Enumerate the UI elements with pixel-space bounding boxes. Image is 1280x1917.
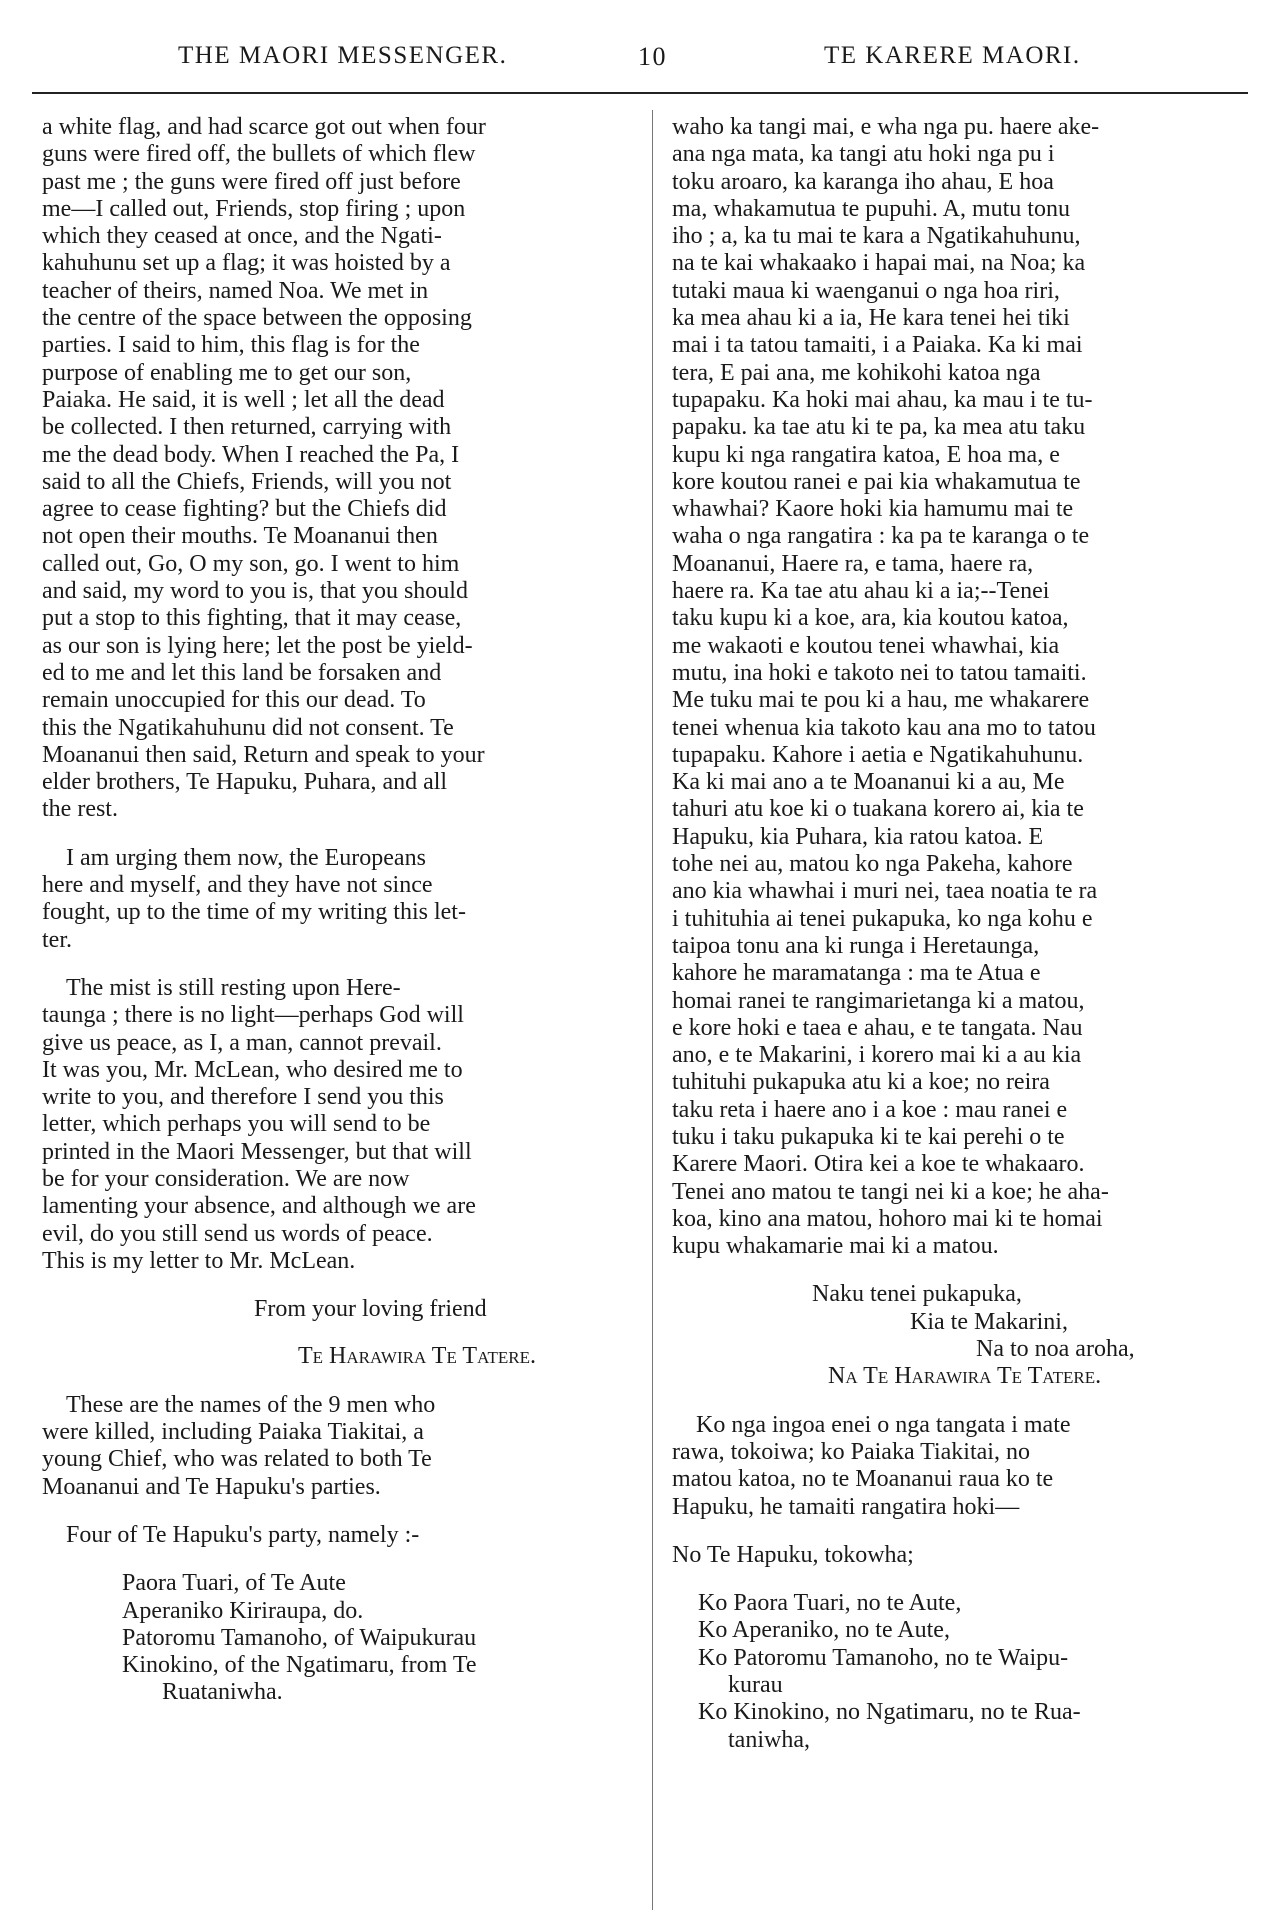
text-line: kupu ki nga rangatira katoa, E hoa ma, e [672, 441, 1060, 468]
text-line: This is my letter to Mr. McLean. [42, 1247, 356, 1274]
text-line: e kore hoki e taea e ahau, e te tangata. Nau [672, 1014, 1083, 1041]
text-line: tupapaku. Kahore i aetia e Ngatikahuhunu. [672, 741, 1084, 768]
names-list-maori [672, 1590, 1262, 1754]
list-item-continuation: taniwha, [728, 1726, 810, 1753]
page-header [32, 42, 1248, 82]
header-title-english: THE MAORI MESSENGER. [178, 42, 508, 69]
text-line: taku kupu ki a koe, ara, kia koutou katoa, [672, 605, 1069, 632]
text-line: agree to cease fighting? but the Chiefs did [42, 496, 447, 523]
text-line: These are the names of the 9 men who [66, 1391, 436, 1418]
text-line: evil, do you still send us words of peace. [42, 1220, 433, 1247]
text-line: Hapuku, kia Puhara, kia ratou katoa. E [672, 823, 1044, 850]
signature-name: Na Te Harawira Te Tatere. [828, 1363, 1102, 1390]
text-line: remain unoccupied for this our dead. To [42, 687, 426, 714]
text-line: na te kai whakaako i hapai mai, na Noa; ka [672, 250, 1086, 277]
text-line: kahuhunu set up a flag; it was hoisted by a [42, 250, 451, 277]
signature-from: From your loving friend [254, 1296, 487, 1323]
list-item: Ko Aperaniko, no te Aute, [698, 1617, 950, 1644]
text-line: me wakaoti e koutou tenei whawhai, kia [672, 632, 1060, 659]
casualties-intro [42, 1392, 632, 1501]
text-line: waho ka tangi mai, e wha nga pu. haere ake- [672, 114, 1100, 140]
text-line: teacher of theirs, named Noa. We met in [42, 277, 429, 304]
text-line: ka mea ahau ki a ia, He kara tenei hei tiki [672, 305, 1070, 332]
text-line: fought, up to the time of my writing this let- [42, 899, 466, 926]
list-item: Paora Tuari, of Te Aute [122, 1570, 346, 1597]
text-line: ano kia whawhai i muri nei, taea noatia te ra [672, 878, 1098, 905]
signature-line: Na to noa aroha, [976, 1336, 1135, 1363]
text-line: ed to me and let this land be forsaken and [42, 659, 442, 686]
text-line: and said, my word to you is, that you should [42, 578, 468, 605]
text-line: toku aroaro, ka karanga iho ahau, E hoa [672, 168, 1054, 195]
text-line: rawa, tokoiwa; ko Paiaka Tiakitai, no [672, 1438, 1030, 1465]
text-line: ma, whakamutua te pupuhi. A, mutu tonu [672, 195, 1070, 222]
text-line: Karere Maori. Otira kei a koe te whakaaro. [672, 1151, 1085, 1178]
text-line: tohe nei au, matou ko nga Pakeha, kahore [672, 851, 1073, 878]
list-item: Ko Patoromu Tamanoho, no te Waipu- [698, 1644, 1069, 1671]
text-line: parties. I said to him, this flag is for the [42, 332, 420, 359]
text-line: here and myself, and they have not since [42, 872, 433, 899]
names-list-english [42, 1570, 632, 1706]
header-rule [32, 92, 1248, 94]
text-line: tutaki maua ki waenganui o nga hoa riri, [672, 277, 1060, 304]
text-line: give us peace, as I, a man, cannot prevail. [42, 1029, 442, 1056]
text-line: Tenei ano matou te tangi nei ki a koe; he aha- [672, 1178, 1109, 1205]
page-number: 10 [638, 42, 667, 71]
text-line: tupapaku. Ka hoki mai ahau, ka mau i te tu- [672, 386, 1093, 413]
list-item: Patoromu Tamanoho, of Waipukurau [122, 1624, 477, 1651]
column-divider [652, 110, 653, 1910]
text-line: young Chief, who was related to both Te [42, 1446, 432, 1473]
reta-paragraph-1 [672, 114, 1262, 1260]
text-line: mai i ta tatou tamaiti, i a Paiaka. Ka ki mai [672, 332, 1083, 359]
party-heading-maori [672, 1542, 1262, 1569]
text-line: a white flag, and had scarce got out when four [42, 114, 486, 140]
text-line: the centre of the space between the opposing [42, 305, 472, 332]
text-line: Ko nga ingoa enei o nga tangata i mate [696, 1411, 1071, 1438]
text-line: tenei whenua kia takoto kau ana mo to tatou [672, 714, 1096, 741]
text-line: iho ; a, ka tu mai te kara a Ngatikahuhunu, [672, 223, 1081, 250]
letter-paragraph-1 [42, 114, 632, 824]
text-line: kupu whakamarie mai ki a matou. [672, 1233, 999, 1260]
text-line: kore koutou ranei e pai kia whakamutua te [672, 468, 1081, 495]
text-line: ana nga mata, ka tangi atu hoki nga pu i [672, 141, 1055, 168]
text-line: the rest. [42, 796, 118, 823]
text-line: whawhai? Kaore hoki kia hamumu mai te [672, 496, 1074, 523]
text-line: koa, kino ana matou, hohoro mai ki te homai [672, 1205, 1103, 1232]
party-heading-text: Four of Te Hapuku's party, namely :- [66, 1521, 420, 1548]
text-line: letter, which perhaps you will send to be [42, 1111, 431, 1138]
text-line: me the dead body. When I reached the Pa, I [42, 441, 460, 468]
text-line: kahore he maramatanga : ma te Atua e [672, 960, 1041, 987]
text-line: tuhituhi pukapuka atu ki a koe; no reira [672, 1069, 1050, 1096]
text-line: taku reta i haere ano i a koe : mau ranei e [672, 1096, 1068, 1123]
text-line: Hapuku, he tamaiti rangatira hoki— [672, 1493, 1020, 1520]
party-heading-text: No Te Hapuku, tokowha; [672, 1541, 914, 1568]
text-line: be collected. I then returned, carrying with [42, 414, 452, 441]
text-line: past me ; the guns were fired off just before [42, 168, 461, 195]
reta-signature [672, 1281, 1262, 1390]
text-line: as our son is lying here; let the post be yield- [42, 632, 473, 659]
text-line: tera, E pai ana, me kohikohi katoa nga [672, 359, 1041, 386]
text-line: ter. [42, 926, 72, 953]
text-line: papaku. ka tae atu ki te pa, ka mea atu taku [672, 414, 1086, 441]
text-line: homai ranei te rangimarietanga ki a matou, [672, 987, 1085, 1014]
text-line: be for your consideration. We are now [42, 1165, 410, 1192]
text-line: tuku i taku pukapuka ki te kai perehi o te [672, 1123, 1065, 1150]
text-line: waha o nga rangatira : ka pa te karanga o te [672, 523, 1090, 550]
text-line: not open their mouths. Te Moananui then [42, 523, 438, 550]
text-line: purpose of enabling me to get our son, [42, 359, 412, 386]
text-line: me—I called out, Friends, stop firing ; upon [42, 195, 466, 222]
text-line: taipoa tonu ana ki runga i Heretaunga, [672, 932, 1040, 959]
text-line: lamenting your absence, and although we are [42, 1193, 476, 1220]
text-line: elder brothers, Te Hapuku, Puhara, and all [42, 769, 448, 796]
text-line: i tuhituhia ai tenei pukapuka, ko nga kohu e [672, 905, 1093, 932]
text-line: The mist is still resting upon Here- [66, 974, 401, 1001]
text-line: Me tuku mai te pou ki a hau, me whakarere [672, 687, 1090, 714]
text-line: were killed, including Paiaka Tiakitai, a [42, 1419, 424, 1446]
signature-line: Naku tenei pukapuka, [812, 1281, 1022, 1308]
text-line: Moananui, Haere ra, e tama, haere ra, [672, 550, 1034, 577]
text-line: taunga ; there is no light—perhaps God will [42, 1002, 464, 1029]
text-line: Ka ki mai ano a te Moananui ki a au, Me [672, 769, 1065, 796]
text-line: Moananui and Te Hapuku's parties. [42, 1473, 381, 1500]
header-title-maori: TE KARERE MAORI. [824, 42, 1081, 69]
text-line: mutu, ina hoki e takoto nei to tatou tamaiti. [672, 659, 1087, 686]
signature-name: Te Harawira Te Tatere. [298, 1343, 536, 1370]
text-line: haere ra. Ka tae atu ahau ki a ia;--Tenei [672, 578, 1050, 605]
text-line: write to you, and therefore I send you this [42, 1084, 444, 1111]
text-line: tahuri atu koe ki o tuakana korero ai, kia te [672, 796, 1084, 823]
signature-line: Kia te Makarini, [910, 1308, 1068, 1335]
signature-block [42, 1296, 632, 1371]
maori-column [672, 114, 1262, 1754]
list-item-continuation: kurau [728, 1672, 783, 1699]
text-line: ano, e te Makarini, i korero mai ki a au kia [672, 1042, 1082, 1069]
list-item-continuation: Ruataniwha. [162, 1679, 283, 1706]
list-item: Aperaniko Kiriraupa, do. [122, 1597, 364, 1624]
text-line: matou katoa, no te Moananui raua ko te [672, 1466, 1054, 1493]
party-heading [42, 1522, 632, 1549]
text-line: said to all the Chiefs, Friends, will you not [42, 468, 452, 495]
text-line: Paiaka. He said, it is well ; let all the dead [42, 386, 445, 413]
text-line: this the Ngatikahuhunu did not consent. Te [42, 714, 454, 741]
letter-paragraph-2 [42, 845, 632, 954]
list-item: Ko Paora Tuari, no te Aute, [698, 1590, 962, 1617]
letter-paragraph-3 [42, 975, 632, 1275]
text-line: I am urging them now, the Europeans [66, 844, 426, 871]
ingoa-paragraph [672, 1412, 1262, 1521]
english-column [42, 114, 632, 1707]
text-line: which they ceased at once, and the Ngati- [42, 223, 442, 250]
text-line: printed in the Maori Messenger, but that will [42, 1138, 472, 1165]
text-line: It was you, Mr. McLean, who desired me to [42, 1056, 463, 1083]
text-line: called out, Go, O my son, go. I went to him [42, 550, 460, 577]
list-item: Ko Kinokino, no Ngatimaru, no te Rua- [698, 1699, 1081, 1726]
list-item: Kinokino, of the Ngatimaru, from Te [122, 1652, 477, 1679]
text-line: guns were fired off, the bullets of which flew [42, 141, 476, 168]
text-line: Moananui then said, Return and speak to your [42, 741, 485, 768]
text-line: put a stop to this fighting, that it may cease, [42, 605, 462, 632]
